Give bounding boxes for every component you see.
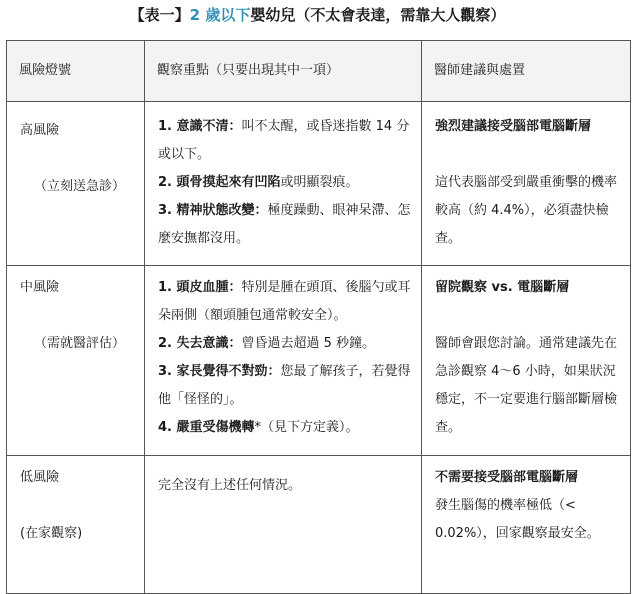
table-caption — [0, 4, 635, 26]
item-desc: 完全沒有上述任何情況。 — [158, 478, 302, 493]
header-observation: 觀察重點（只要出現其中一項） — [145, 41, 422, 102]
table-row-high — [7, 102, 631, 266]
table-row-low — [7, 456, 631, 594]
item-desc: 您最了解孩子，若覺得他「怪怪的」。 — [158, 364, 411, 407]
list-item — [158, 274, 411, 330]
risk-level-cell — [7, 102, 145, 266]
list-item — [158, 472, 411, 500]
observation-cell — [145, 456, 422, 594]
caption-age-range: 2 歲以下 — [189, 6, 251, 24]
item-title: 1. 頭皮血腫： — [158, 280, 242, 295]
observation-cell — [145, 266, 422, 456]
advice-body: 發生腦傷的機率極低（< 0.02%），回家觀察最安全。 — [435, 498, 600, 541]
advice-cell — [422, 102, 631, 266]
list-item — [158, 169, 411, 197]
header-advice: 醫師建議與處置 — [422, 41, 631, 102]
item-title: 4. 嚴重受傷機轉 — [158, 420, 255, 435]
item-desc: *（見下方定義）。 — [254, 420, 359, 435]
risk-level-note: (在家觀察) — [20, 526, 83, 541]
risk-level-note: （立刻送急診） — [34, 179, 126, 194]
item-title: 3. 家長覺得不對勁： — [158, 364, 281, 379]
caption-open: 【表一】 — [129, 6, 190, 24]
item-title: 3. 精神狀態改變： — [158, 203, 268, 218]
risk-level-label: 高風險 — [20, 123, 60, 138]
list-item — [158, 330, 411, 358]
table-row-medium — [7, 266, 631, 456]
advice-body: 這代表腦部受到嚴重衝擊的機率較高（約 4.4%），必須盡快檢查。 — [435, 175, 618, 246]
item-title: 2. 失去意識： — [158, 336, 242, 351]
item-title: 2. 頭骨摸起來有凹陷 — [158, 175, 281, 190]
advice-title: 留院觀察 vs. 電腦斷層 — [435, 280, 570, 295]
list-item — [158, 197, 411, 253]
advice-title: 不需要接受腦部電腦斷層 — [435, 470, 579, 485]
advice-title: 強烈建議接受腦部電腦斷層 — [435, 119, 592, 134]
table-header-row — [7, 41, 631, 102]
list-item — [158, 414, 411, 442]
item-desc: 極度躁動、眼神呆滯、怎麼安撫都沒用。 — [158, 203, 411, 246]
observation-cell — [145, 102, 422, 266]
item-desc: 曾昏過去超過 5 秒鐘。 — [241, 336, 376, 351]
list-item — [158, 113, 411, 169]
risk-level-note: （需就醫評估） — [34, 336, 126, 351]
item-desc: 特別是腫在頭頂、後腦勺或耳朵兩側（額頭腫包通常較安全）。 — [158, 280, 411, 323]
risk-level-label: 中風險 — [20, 280, 60, 295]
risk-level-label: 低風險 — [20, 470, 60, 485]
list-item — [158, 358, 411, 414]
risk-level-cell — [7, 456, 145, 594]
item-desc: 或明顯裂痕。 — [280, 175, 359, 190]
caption-rest: 嬰幼兒（不太會表達，需靠大人觀察） — [250, 6, 506, 24]
advice-cell — [422, 266, 631, 456]
item-title: 1. 意識不清： — [158, 119, 242, 134]
item-desc: 叫不太醒，或昏迷指數 14 分或以下。 — [158, 119, 410, 162]
advice-body: 醫師會跟您討論。通常建議先在急診觀察 4～6 小時，如果狀況穩定，不一定要進行腦部斷層檢查。 — [435, 336, 618, 435]
risk-table — [6, 40, 631, 594]
advice-cell — [422, 456, 631, 594]
header-risk-level: 風險燈號 — [7, 41, 145, 102]
risk-level-cell — [7, 266, 145, 456]
